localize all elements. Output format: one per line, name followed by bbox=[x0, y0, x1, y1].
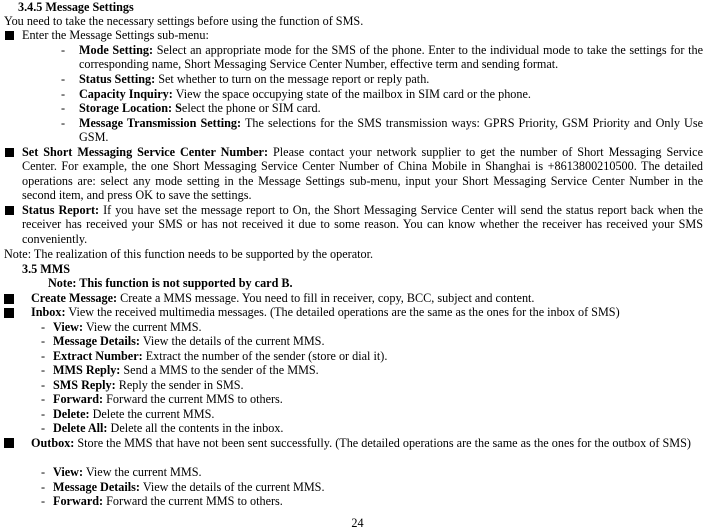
dash-icon: - bbox=[41, 320, 46, 334]
sub-item-status-setting: Status Setting: Set whether to turn on the message report or reply path. bbox=[79, 72, 430, 86]
dash-icon: - bbox=[41, 349, 46, 363]
inbox-sub-item: Extract Number: Extract the number of the sender (store or dial it). bbox=[53, 349, 388, 363]
sub-item-transmission-setting: Message Transmission Setting: The selections for the SMS transmission ways: GPRS Priority, GSM Priority and Only Use GSM. bbox=[79, 116, 703, 145]
bullet-square-icon bbox=[4, 294, 14, 304]
section-heading-345: 3.4.5 Message Settings bbox=[18, 0, 134, 14]
dash-icon: - bbox=[41, 363, 46, 377]
outbox-sub-item: Forward: Forward the current MMS to others. bbox=[53, 494, 283, 508]
dash-icon: - bbox=[61, 116, 66, 130]
dash-icon: - bbox=[41, 494, 46, 508]
inbox-sub-item: Delete: Delete the current MMS. bbox=[53, 407, 215, 421]
inbox-sub-item: MMS Reply: Send a MMS to the sender of the MMS. bbox=[53, 363, 319, 377]
status-report-paragraph: Status Report: If you have set the message report to On, the Short Messaging Service Center will send the status report back when the receiver has received your SMS or has not received it due to some reason. You can know whether the receiver has received your SMS conveniently. bbox=[22, 203, 704, 246]
bullet-square-icon bbox=[5, 31, 14, 40]
dash-icon: - bbox=[41, 407, 46, 421]
operator-note: Note: The realization of this function needs to be supported by the operator. bbox=[4, 247, 374, 261]
intro-text: You need to take the necessary settings before using the function of SMS. bbox=[4, 14, 364, 28]
inbox-sub-item: Delete All: Delete all the contents in the inbox. bbox=[53, 421, 284, 435]
dash-icon: - bbox=[41, 334, 46, 348]
inbox-item: Inbox: View the received multimedia messages. (The detailed operations are the same as the ones for the inbox of SMS) bbox=[31, 305, 620, 319]
dash-icon: - bbox=[41, 378, 46, 392]
dash-icon: - bbox=[41, 421, 46, 435]
bullet-square-icon bbox=[5, 148, 14, 157]
sub-item-storage-location: Storage Location: Select the phone or SIM card. bbox=[79, 101, 321, 115]
dash-icon: - bbox=[41, 465, 46, 479]
card-b-note: Note: This function is not supported by card B. bbox=[48, 276, 293, 290]
inbox-sub-item: Forward: Forward the current MMS to others. bbox=[53, 392, 283, 406]
dash-icon: - bbox=[61, 87, 66, 101]
outbox-sub-item: View: View the current MMS. bbox=[53, 465, 202, 479]
dash-icon: - bbox=[61, 43, 66, 57]
bullet-square-icon bbox=[4, 308, 14, 318]
dash-icon: - bbox=[41, 480, 46, 494]
bullet-square-icon bbox=[4, 438, 14, 448]
inbox-sub-item: SMS Reply: Reply the sender in SMS. bbox=[53, 378, 244, 392]
dash-icon: - bbox=[41, 392, 46, 406]
sub-item-mode-setting: Mode Setting: Select an appropriate mode for the SMS of the phone. Enter to the individual mode to take the settings for the corresponding name, Short Messaging Service Center Number, effective term and sending format. bbox=[79, 43, 703, 72]
page-number: 24 bbox=[351, 516, 364, 530]
outbox-item: Outbox: Store the MMS that have not been sent successfully. (The detailed operations are the same as the ones for the outbox of SMS) bbox=[31, 436, 691, 450]
create-message-item: Create Message: Create a MMS message. You need to fill in receiver, copy, BCC, subject and content. bbox=[31, 291, 535, 305]
section-heading-35: 3.5 MMS bbox=[22, 262, 71, 276]
enter-menu-text: Enter the Message Settings sub-menu: bbox=[22, 28, 209, 42]
inbox-sub-item: View: View the current MMS. bbox=[53, 320, 202, 334]
outbox-sub-item: Message Details: View the details of the current MMS. bbox=[53, 480, 325, 494]
center-number-paragraph: Set Short Messaging Service Center Number: Please contact your network supplier to get the number of Short Messaging Service Center. For example, the one Short Messaging Service Center Number of China Mobile in Shanghai is +8613800210500. The detailed operations are: select any mode setting in the Message Settings sub-menu, input your Short Messaging Service Center Number in the second item, and press OK to save the settings. bbox=[22, 145, 704, 202]
dash-icon: - bbox=[61, 101, 66, 115]
dash-icon: - bbox=[61, 72, 66, 86]
inbox-sub-item: Message Details: View the details of the current MMS. bbox=[53, 334, 325, 348]
sub-item-capacity-inquiry: Capacity Inquiry: View the space occupying state of the mailbox in SIM card or the phone. bbox=[79, 87, 531, 101]
bullet-square-icon bbox=[5, 206, 14, 215]
